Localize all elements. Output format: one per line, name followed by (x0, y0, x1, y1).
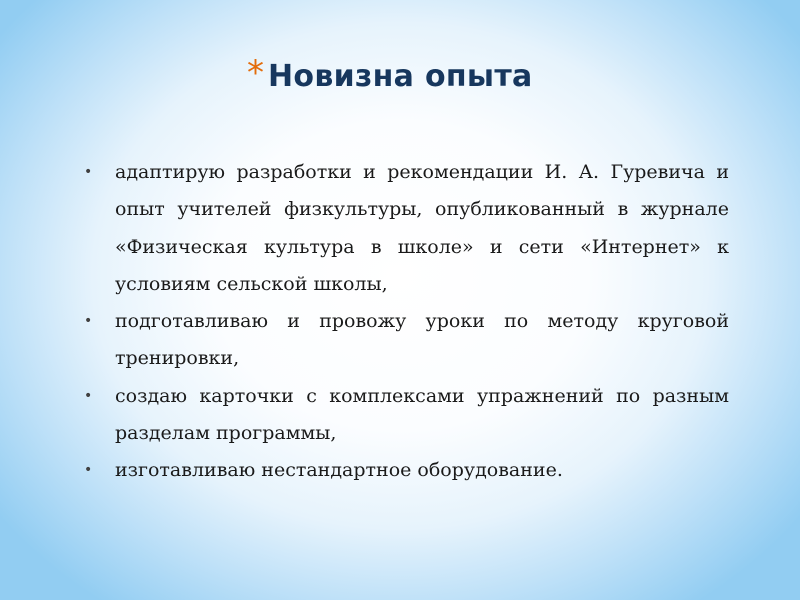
list-item-text: адаптирую разработки и рекомендации И. А. Гуревича и опыт учителей физкультуры, опубликованный в журнале «Физическая культура в школе» и сети «Интернет» к условиям сельской школы, (115, 161, 729, 295)
list-item (84, 452, 729, 489)
slide-title (247, 52, 533, 102)
list-item (84, 378, 729, 453)
list-item-text: изготавливаю нестандартное оборудование. (115, 459, 563, 482)
list-item-text: создаю карточки с комплексами упражнений по разным разделам программы, (115, 384, 729, 445)
bullet-list (84, 154, 729, 490)
title-asterisk-icon: * (247, 53, 264, 93)
list-item-text: подготавливаю и провожу уроки по методу круговой тренировки, (115, 310, 729, 370)
title-text: Новизна опыта (268, 59, 533, 94)
bullet-dot-icon: • (84, 164, 93, 180)
bullet-dot-icon: • (84, 313, 93, 330)
list-item (84, 154, 729, 303)
bullet-dot-icon: • (84, 462, 93, 479)
bullet-dot-icon: • (84, 387, 93, 404)
list-item (84, 303, 729, 378)
